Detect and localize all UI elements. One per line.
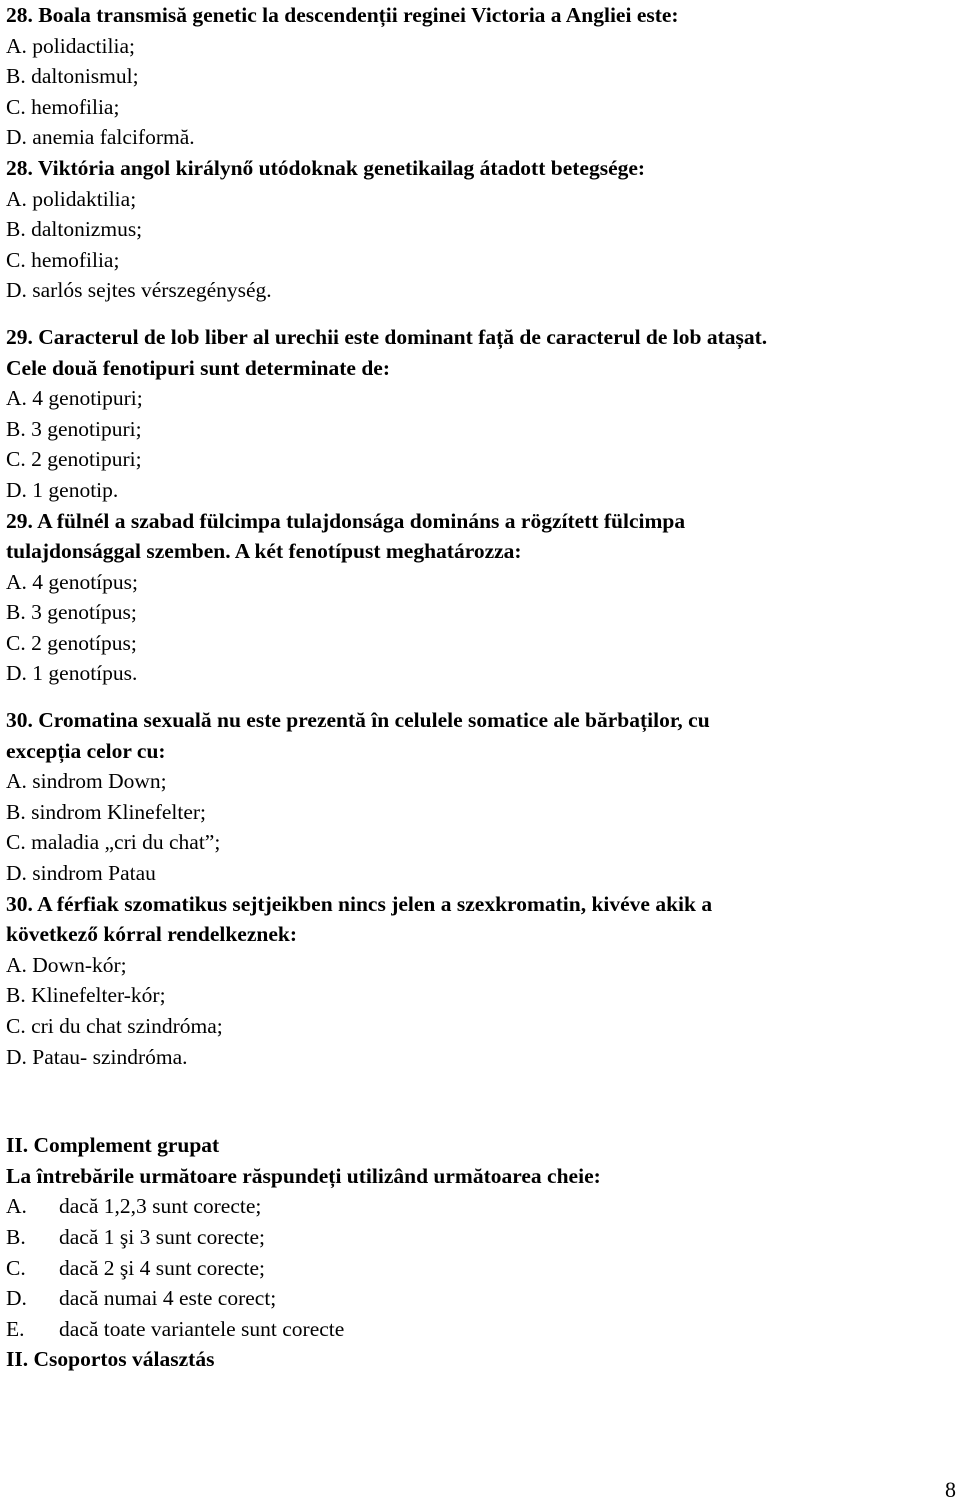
answer-option-c: C. hemofilia; <box>6 247 120 272</box>
answer-key-item <box>6 1253 946 1284</box>
question-stem: 28. Viktória angol királynő utódoknak genetikailag átadott betegsége: <box>6 155 646 180</box>
document-page <box>6 0 946 1375</box>
answer-option-b: B. 3 genotipuri; <box>6 416 142 441</box>
answer-option-a: A. polidaktilia; <box>6 186 137 211</box>
key-text: dacă 2 şi 4 sunt corecte; <box>59 1255 265 1280</box>
key-letter: A. <box>6 1194 27 1219</box>
question-28-hu <box>6 153 946 306</box>
answer-option-a: A. 4 genotipuri; <box>6 386 143 411</box>
answer-option-b: B. sindrom Klinefelter; <box>6 799 207 824</box>
question-stem-continued: excepția celor cu: <box>6 738 166 763</box>
question-29-hu <box>6 506 946 690</box>
question-30-ro <box>6 705 946 889</box>
answer-key-item <box>6 1191 946 1222</box>
page-number: 8 <box>945 1477 956 1502</box>
answer-key-list <box>6 1191 946 1344</box>
question-29-ro <box>6 322 946 506</box>
answer-option-c: C. 2 genotipuri; <box>6 447 142 472</box>
answer-option-b: B. Klinefelter-kór; <box>6 983 166 1008</box>
key-text: dacă 1 şi 3 sunt corecte; <box>59 1224 265 1249</box>
section-instruction: La întrebările următoare răspundeți utilizând următoarea cheie: <box>6 1163 601 1188</box>
question-stem: 29. Caracterul de lob liber al urechii este dominant față de caracterul de lob atașat. <box>6 324 768 349</box>
question-28-ro <box>6 0 946 153</box>
question-stem-continued: következő kórral rendelkeznek: <box>6 922 298 947</box>
question-stem: 30. A férfiak szomatikus sejtjeikben nincs jelen a szexkromatin, kivéve akik a <box>6 891 713 916</box>
answer-key-item <box>6 1283 946 1314</box>
answer-option-d: D. sarlós sejtes vérszegénység. <box>6 278 272 303</box>
question-stem-continued: tulajdonsággal szemben. A két fenotípust meghatározza: <box>6 539 522 564</box>
question-stem: 29. A fülnél a szabad fülcimpa tulajdonsága domináns a rögzített fülcimpa <box>6 508 686 533</box>
answer-option-d: D. sindrom Patau <box>6 861 156 886</box>
spacer <box>6 689 946 705</box>
answer-option-a: A. sindrom Down; <box>6 769 167 794</box>
section-title: II. Complement grupat <box>6 1133 220 1158</box>
answer-key-item <box>6 1222 946 1253</box>
spacer <box>6 1072 946 1130</box>
key-letter: C. <box>6 1255 26 1280</box>
key-text: dacă 1,2,3 sunt corecte; <box>59 1194 262 1219</box>
section-complement-grupat <box>6 1130 946 1375</box>
answer-option-a: A. Down-kór; <box>6 952 127 977</box>
key-text: dacă numai 4 este corect; <box>59 1286 277 1311</box>
question-30-hu <box>6 889 946 1073</box>
question-stem: 28. Boala transmisă genetic la descendenții reginei Victoria a Angliei este: <box>6 3 679 27</box>
answer-option-d: D. anemia falciformă. <box>6 125 195 150</box>
answer-option-b: B. daltonismul; <box>6 64 139 89</box>
question-stem: 30. Cromatina sexuală nu este prezentă în celulele somatice ale bărbaților, cu <box>6 708 710 733</box>
answer-option-a: A. polidactilia; <box>6 33 135 58</box>
answer-option-c: C. 2 genotípus; <box>6 630 137 655</box>
answer-option-c: C. hemofilia; <box>6 94 120 119</box>
question-stem-continued: Cele două fenotipuri sunt determinate de: <box>6 355 390 380</box>
key-letter: B. <box>6 1224 26 1249</box>
answer-option-d: D. Patau- szindróma. <box>6 1044 188 1069</box>
key-letter: E. <box>6 1316 25 1341</box>
answer-key-item <box>6 1314 946 1345</box>
answer-option-b: B. daltonizmus; <box>6 217 143 242</box>
answer-option-d: D. 1 genotip. <box>6 477 119 502</box>
spacer <box>6 306 946 322</box>
key-text: dacă toate variantele sunt corecte <box>59 1316 345 1341</box>
answer-option-c: C. maladia „cri du chat”; <box>6 830 221 855</box>
answer-option-b: B. 3 genotípus; <box>6 600 137 625</box>
answer-option-c: C. cri du chat szindróma; <box>6 1014 223 1038</box>
answer-option-d: D. 1 genotípus. <box>6 661 138 686</box>
key-letter: D. <box>6 1286 27 1311</box>
section-title-hu: II. Csoportos választás <box>6 1347 215 1372</box>
answer-option-a: A. 4 genotípus; <box>6 569 138 594</box>
